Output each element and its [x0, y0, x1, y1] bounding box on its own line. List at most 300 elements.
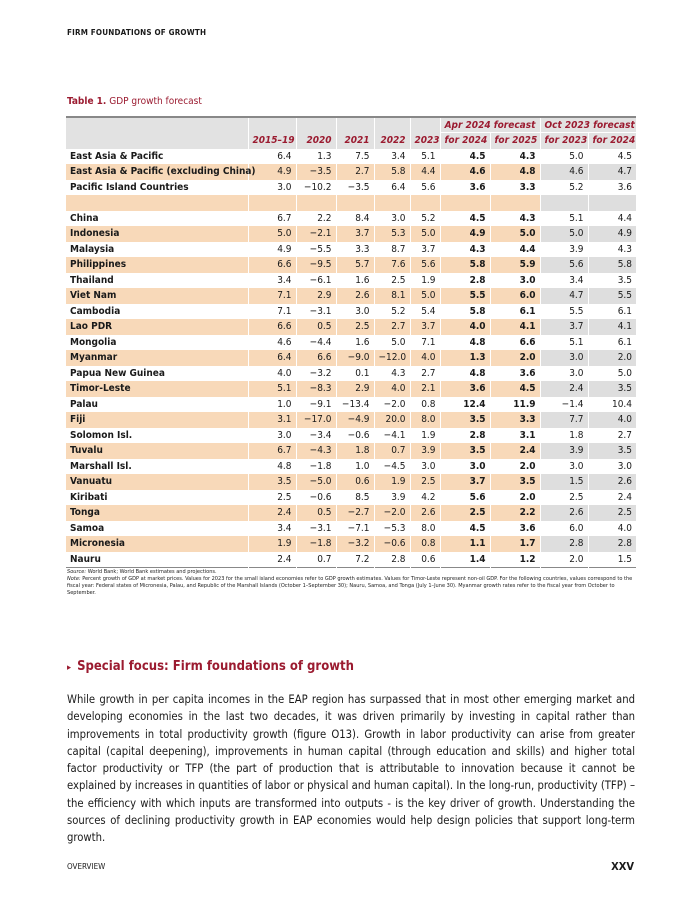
cell-value: 6.6	[296, 350, 336, 366]
cell-value: 12.4	[440, 397, 490, 413]
cell-value: 5.9	[490, 257, 540, 273]
cell-value: 4.3	[490, 149, 540, 165]
cell-value: 5.1	[410, 149, 440, 165]
table-row	[66, 443, 636, 459]
cell-value: 3.1	[490, 428, 540, 444]
table-row	[66, 273, 636, 289]
cell-value: −5.5	[296, 242, 336, 258]
cell-value: −4.4	[296, 335, 336, 351]
table-row	[66, 319, 636, 335]
cell-value: 5.0	[540, 226, 588, 242]
table-row	[66, 490, 636, 506]
cell-value: 3.5	[588, 381, 636, 397]
cell-value: 4.1	[588, 319, 636, 335]
cell-value: 3.5	[588, 273, 636, 289]
cell-value: 3.9	[374, 490, 410, 506]
cell-value: 8.1	[374, 288, 410, 304]
cell-value: 2.8	[540, 536, 588, 552]
cell-value: 6.6	[490, 335, 540, 351]
table-row	[66, 521, 636, 537]
cell-value: 2.9	[296, 288, 336, 304]
cell-value: 3.5	[248, 474, 296, 490]
table-row	[66, 381, 636, 397]
cell-value	[540, 195, 588, 211]
row-label: Micronesia	[66, 536, 248, 552]
cell-value: 2.4	[588, 490, 636, 506]
cell-value: 4.0	[410, 350, 440, 366]
cell-value: 2.4	[248, 552, 296, 568]
cell-value: 4.4	[410, 164, 440, 180]
row-label: Samoa	[70, 522, 105, 534]
cell-value: 8.5	[336, 490, 374, 506]
header-group-row	[66, 117, 636, 133]
cell-value: 2.5	[336, 319, 374, 335]
cell-value: 5.2	[540, 180, 588, 196]
row-label: Tonga	[66, 505, 248, 521]
cell-value: 0.5	[296, 505, 336, 521]
cell-value: 3.0	[540, 459, 588, 475]
cell-value: 3.0	[540, 350, 588, 366]
cell-value: 4.1	[490, 319, 540, 335]
row-label: Thailand	[70, 274, 114, 286]
cell-value: 3.1	[248, 412, 296, 428]
group-header: Apr 2024 forecast	[440, 117, 540, 133]
cell-value: 20.0	[374, 412, 410, 428]
cell-value: −3.2	[296, 366, 336, 382]
cell-value: 5.5	[440, 288, 490, 304]
table-row	[66, 304, 636, 320]
row-label: Fiji	[66, 412, 248, 428]
cell-value: 6.6	[248, 319, 296, 335]
table-row	[66, 257, 636, 273]
cell-value: −9.5	[296, 257, 336, 273]
cell-value: 5.8	[440, 304, 490, 320]
cell-value: 2.1	[410, 381, 440, 397]
cell-value: 3.3	[490, 180, 540, 196]
column-header: for 2024	[588, 133, 636, 149]
cell-value: 4.3	[374, 366, 410, 382]
row-label: Marshall Isl.	[70, 460, 132, 472]
row-label: Tuvalu	[66, 443, 248, 459]
cell-value: 5.0	[490, 226, 540, 242]
cell-value: −1.8	[296, 536, 336, 552]
table-row	[66, 552, 636, 568]
cell-value: −5.0	[296, 474, 336, 490]
cell-value	[336, 195, 374, 211]
cell-value: −4.5	[374, 459, 410, 475]
cell-value: 7.1	[248, 288, 296, 304]
group-header: Oct 2023 forecast	[540, 117, 636, 133]
cell-value: 4.4	[588, 211, 636, 227]
header-row	[66, 133, 636, 149]
cell-value: 5.0	[588, 366, 636, 382]
cell-value: −0.6	[374, 536, 410, 552]
cell-value: 3.5	[440, 412, 490, 428]
cell-value: 5.2	[410, 211, 440, 227]
cell-value: 5.0	[410, 226, 440, 242]
cell-value: 2.0	[490, 459, 540, 475]
cell-value: 1.8	[540, 428, 588, 444]
cell-value: 3.5	[588, 443, 636, 459]
cell-value: 3.0	[410, 459, 440, 475]
cell-value: 3.7	[440, 474, 490, 490]
cell-value: 3.4	[374, 149, 410, 165]
cell-value: 5.6	[410, 180, 440, 196]
cell-value: 0.7	[374, 443, 410, 459]
cell-value: 5.5	[588, 288, 636, 304]
cell-value	[248, 195, 296, 211]
column-header: 2020	[296, 133, 336, 149]
cell-value: 4.4	[490, 242, 540, 258]
table-row	[66, 412, 636, 428]
cell-value: 3.0	[490, 273, 540, 289]
table-row	[66, 242, 636, 258]
cell-value: 0.8	[410, 536, 440, 552]
cell-value: 4.0	[440, 319, 490, 335]
cell-value: 3.6	[490, 366, 540, 382]
table-row	[66, 195, 636, 211]
cell-value: 8.7	[374, 242, 410, 258]
row-label: Vanuatu	[66, 474, 248, 490]
cell-value: 2.7	[588, 428, 636, 444]
cell-value: 2.8	[374, 552, 410, 568]
cell-value: 6.6	[248, 257, 296, 273]
cell-value: −8.3	[296, 381, 336, 397]
cell-value: 6.4	[374, 180, 410, 196]
cell-value: 10.4	[588, 397, 636, 413]
footer-label: OVERVIEW	[67, 862, 106, 871]
cell-value: −4.1	[374, 428, 410, 444]
cell-value: −4.3	[296, 443, 336, 459]
cell-value: 6.7	[248, 443, 296, 459]
note-label: Note:	[67, 576, 81, 582]
cell-value: 1.9	[410, 428, 440, 444]
cell-value: 2.5	[588, 505, 636, 521]
cell-value: 5.6	[440, 490, 490, 506]
cell-value: 1.9	[374, 474, 410, 490]
column-header: for 2025	[490, 133, 540, 149]
cell-value: 5.0	[374, 335, 410, 351]
cell-value: 4.8	[440, 366, 490, 382]
body-paragraph: While growth in per capita incomes in the EAP region has surpassed that in most other emerging market and developing economies in the last two decades, it was driven primarily by investing in capital rather than improvements in total productivity growth (figure O13). Growth in labor productivity can arise from greater capital (capital deepening), improvements in human capital (through education and skills) and higher total factor productivity or TFP (the part of production that is attributable to innovation because it cannot be explained by increases in quantities of labor or physical and human capital). In the long-run, productivity (TFP) – the efficiency with which inputs are transformed into outputs - is the key driver of growth. Understanding the sources of declining productivity growth in EAP economies would help design policies that support long-term growth.	[67, 693, 635, 845]
cell-value: 2.0	[490, 490, 540, 506]
cell-value: 4.6	[248, 335, 296, 351]
cell-value: 1.5	[588, 552, 636, 568]
row-label: Myanmar	[66, 350, 248, 366]
cell-value: 1.9	[248, 536, 296, 552]
table-notes	[67, 569, 637, 597]
cell-value: 3.0	[588, 459, 636, 475]
cell-value: 3.9	[410, 443, 440, 459]
page-number: XXV	[611, 860, 634, 873]
cell-value	[296, 195, 336, 211]
column-header: for 2023	[540, 133, 588, 149]
cell-value: 6.4	[248, 350, 296, 366]
cell-value: 4.3	[588, 242, 636, 258]
cell-value: 2.5	[248, 490, 296, 506]
section-heading	[67, 659, 354, 674]
cell-value: 2.8	[440, 428, 490, 444]
cell-value: 2.0	[540, 552, 588, 568]
cell-value: 1.4	[440, 552, 490, 568]
cell-value: 2.9	[336, 381, 374, 397]
cell-value: −5.3	[374, 521, 410, 537]
cell-value: 1.1	[440, 536, 490, 552]
cell-value: 6.0	[540, 521, 588, 537]
table-row	[66, 226, 636, 242]
cell-value: 3.0	[336, 304, 374, 320]
cell-value: 7.2	[336, 552, 374, 568]
cell-value: −0.6	[336, 428, 374, 444]
source-text: World Bank; World Bank estimates and projections.	[87, 569, 217, 575]
cell-value: 3.9	[540, 443, 588, 459]
cell-value: 1.5	[540, 474, 588, 490]
cell-value: 3.5	[440, 443, 490, 459]
cell-value: −2.7	[336, 505, 374, 521]
cell-value: 5.3	[374, 226, 410, 242]
table-row	[66, 366, 636, 382]
table-row	[66, 459, 636, 475]
cell-value: 2.2	[296, 211, 336, 227]
cell-value: 3.3	[336, 242, 374, 258]
cell-value: 2.6	[336, 288, 374, 304]
cell-value: 3.0	[248, 428, 296, 444]
section-title: Special focus: Firm foundations of growth	[77, 659, 354, 674]
cell-value: 6.0	[490, 288, 540, 304]
cell-value: 4.0	[588, 412, 636, 428]
table-row	[66, 350, 636, 366]
cell-value: −12.0	[374, 350, 410, 366]
cell-value: 1.8	[336, 443, 374, 459]
source-label: Source:	[67, 569, 87, 575]
cell-value: 1.6	[336, 273, 374, 289]
cell-value: 3.3	[490, 412, 540, 428]
row-label: China	[70, 212, 99, 224]
row-label: Viet Nam	[66, 288, 248, 304]
table-row	[66, 335, 636, 351]
column-header: 2022	[374, 133, 410, 149]
cell-value: −10.2	[296, 180, 336, 196]
cell-value: 5.0	[248, 226, 296, 242]
cell-value: 8.0	[410, 412, 440, 428]
cell-value: −4.9	[336, 412, 374, 428]
cell-value: 6.1	[588, 304, 636, 320]
cell-value: 4.0	[374, 381, 410, 397]
cell-value: 2.0	[490, 350, 540, 366]
row-label: Kiribati	[70, 491, 108, 503]
table-row	[66, 180, 636, 196]
cell-value: 4.7	[588, 164, 636, 180]
cell-value: −2.0	[374, 505, 410, 521]
table-caption	[67, 96, 202, 107]
table-row	[66, 474, 636, 490]
cell-value: 4.8	[440, 335, 490, 351]
row-label: East Asia & Pacific (excluding China)	[66, 164, 248, 180]
cell-value: 4.5	[440, 149, 490, 165]
cell-value: −9.0	[336, 350, 374, 366]
cell-value: 4.3	[440, 242, 490, 258]
cell-value: 0.6	[410, 552, 440, 568]
table-row	[66, 397, 636, 413]
cell-value: −17.0	[296, 412, 336, 428]
cell-value: 2.4	[490, 443, 540, 459]
cell-value: 8.4	[336, 211, 374, 227]
row-label: Nauru	[70, 553, 101, 565]
row-label: Philippines	[66, 257, 248, 273]
cell-value	[410, 195, 440, 211]
cell-value: 3.0	[540, 366, 588, 382]
cell-value: 2.5	[410, 474, 440, 490]
cell-value: 1.9	[410, 273, 440, 289]
cell-value: −7.1	[336, 521, 374, 537]
cell-value: −3.2	[336, 536, 374, 552]
cell-value: 2.8	[440, 273, 490, 289]
cell-value: −6.1	[296, 273, 336, 289]
table-row	[66, 211, 636, 227]
cell-value: 5.8	[374, 164, 410, 180]
cell-value: 4.6	[540, 164, 588, 180]
cell-value: 6.7	[248, 211, 296, 227]
running-head: FIRM FOUNDATIONS OF GROWTH	[67, 28, 207, 37]
cell-value: 2.5	[540, 490, 588, 506]
cell-value: 1.6	[336, 335, 374, 351]
cell-value: 2.0	[588, 350, 636, 366]
table-row	[66, 536, 636, 552]
cell-value: 6.1	[490, 304, 540, 320]
cell-value: −3.5	[296, 164, 336, 180]
table-row	[66, 149, 636, 165]
cell-value: 5.1	[248, 381, 296, 397]
cell-value: 5.1	[540, 211, 588, 227]
cell-value: 2.7	[336, 164, 374, 180]
cell-value: 5.4	[410, 304, 440, 320]
row-label: Lao PDR	[66, 319, 248, 335]
cell-value: 2.2	[490, 505, 540, 521]
cell-value: −0.6	[296, 490, 336, 506]
cell-value: 4.5	[490, 381, 540, 397]
cell-value: −2.0	[374, 397, 410, 413]
gdp-forecast-table	[66, 116, 636, 568]
cell-value: 3.4	[248, 521, 296, 537]
cell-value: 6.4	[248, 149, 296, 165]
cell-value: 3.6	[440, 180, 490, 196]
cell-value: 3.6	[588, 180, 636, 196]
cell-value: 2.4	[248, 505, 296, 521]
cell-value: 4.0	[588, 521, 636, 537]
cell-value: −9.1	[296, 397, 336, 413]
row-label: Solomon Isl.	[70, 429, 133, 441]
cell-value: 3.9	[540, 242, 588, 258]
cell-value: 4.8	[490, 164, 540, 180]
table-row	[66, 288, 636, 304]
table-title: GDP growth forecast	[109, 96, 202, 107]
row-label: Timor-Leste	[66, 381, 248, 397]
note-text: Percent growth of GDP at market prices. Values for 2023 for the small island economies refer to GDP growth estimates. Values for Timor-Leste represent non-oil GDP. For the following countries, values correspond to the fiscal year: Federal states of Micronesia, Palau, and Republic of the Marshall Islands (October 1–September 30); Nauru, Samoa, and Tonga (July 1–June 30). Myanmar growth rates refer to the fiscal year from October to September.	[67, 576, 633, 596]
cell-value: 3.6	[490, 521, 540, 537]
cell-value: 3.5	[490, 474, 540, 490]
cell-value: 3.7	[410, 242, 440, 258]
cell-value: 4.8	[248, 459, 296, 475]
cell-value	[588, 195, 636, 211]
cell-value	[440, 195, 490, 211]
cell-value: 4.3	[490, 211, 540, 227]
cell-value: 6.1	[588, 335, 636, 351]
cell-value: 4.5	[440, 521, 490, 537]
cell-value: 5.2	[374, 304, 410, 320]
cell-value: 7.5	[336, 149, 374, 165]
cell-value: 7.1	[410, 335, 440, 351]
cell-value: 7.6	[374, 257, 410, 273]
cell-value: 2.6	[588, 474, 636, 490]
cell-value: 3.7	[410, 319, 440, 335]
cell-value: 3.4	[248, 273, 296, 289]
cell-value: 5.5	[540, 304, 588, 320]
cell-value: 0.8	[410, 397, 440, 413]
cell-value: 4.9	[248, 242, 296, 258]
cell-value: 4.6	[440, 164, 490, 180]
cell-value: −1.8	[296, 459, 336, 475]
cell-value: 8.0	[410, 521, 440, 537]
cell-value: 5.8	[440, 257, 490, 273]
cell-value: 2.5	[374, 273, 410, 289]
cell-value: 1.3	[440, 350, 490, 366]
cell-value: 1.0	[248, 397, 296, 413]
cell-value: 4.5	[588, 149, 636, 165]
cell-value: 4.2	[410, 490, 440, 506]
cell-value: 4.9	[248, 164, 296, 180]
cell-value: 2.8	[588, 536, 636, 552]
cell-value: 2.6	[410, 505, 440, 521]
cell-value: 0.5	[296, 319, 336, 335]
row-label: Mongolia	[70, 336, 117, 348]
cell-value	[374, 195, 410, 211]
row-label: Cambodia	[70, 305, 121, 317]
row-label: East Asia & Pacific	[70, 150, 164, 162]
cell-value: 2.7	[410, 366, 440, 382]
column-header: for 2024	[440, 133, 490, 149]
cell-value: −3.1	[296, 521, 336, 537]
cell-value: 1.2	[490, 552, 540, 568]
caret-right-icon: ▸	[67, 663, 72, 673]
cell-value: 5.1	[540, 335, 588, 351]
cell-value: 0.7	[296, 552, 336, 568]
cell-value: 5.6	[410, 257, 440, 273]
column-header: 2015–19	[248, 133, 296, 149]
cell-value: 5.0	[410, 288, 440, 304]
row-label: Indonesia	[66, 226, 248, 242]
column-header: 2023	[410, 133, 440, 149]
cell-value: 7.1	[248, 304, 296, 320]
cell-value: −3.5	[336, 180, 374, 196]
cell-value: 3.4	[540, 273, 588, 289]
cell-value: 4.9	[440, 226, 490, 242]
cell-value: 0.1	[336, 366, 374, 382]
cell-value: 2.7	[374, 319, 410, 335]
cell-value: 5.6	[540, 257, 588, 273]
table-row	[66, 428, 636, 444]
cell-value: 1.0	[336, 459, 374, 475]
cell-value: 3.0	[440, 459, 490, 475]
cell-value: 3.7	[336, 226, 374, 242]
table-label: Table 1.	[67, 96, 107, 107]
cell-value: −3.4	[296, 428, 336, 444]
cell-value: 1.7	[490, 536, 540, 552]
table-row	[66, 164, 636, 180]
row-label: Malaysia	[70, 243, 115, 255]
cell-value: 5.8	[588, 257, 636, 273]
cell-value: 3.6	[440, 381, 490, 397]
cell-value: 5.0	[540, 149, 588, 165]
